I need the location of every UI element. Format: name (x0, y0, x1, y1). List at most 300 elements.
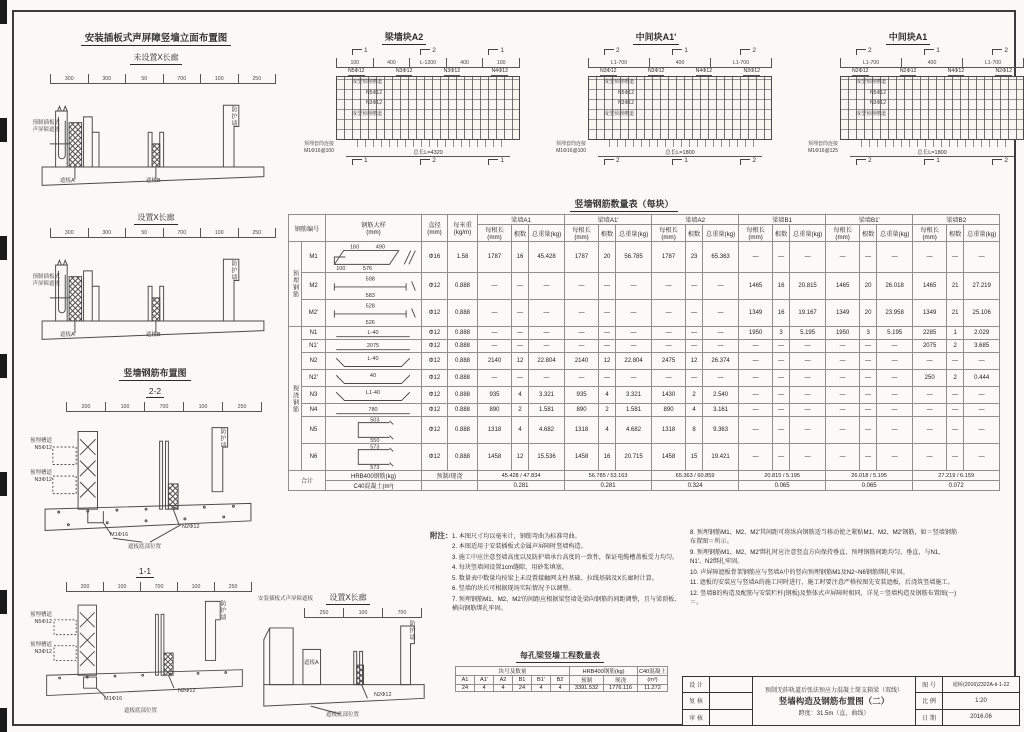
section-mark: 1 (672, 157, 688, 165)
rebar-layout-header (45, 366, 265, 381)
stack-label: 成型预埋槽道 (351, 110, 382, 117)
table-cell: — (877, 404, 913, 417)
table-cell: — (790, 340, 826, 353)
svg-text:L-40: L-40 (367, 329, 379, 336)
qty-table-title: 每孔梁竖墙工程数量表 (516, 650, 604, 663)
table-cell: — (616, 370, 652, 387)
table-cell: 2 (947, 370, 964, 387)
total-concrete-label: C40混凝土(m³) (326, 481, 422, 491)
table-cell: 1430 (652, 387, 686, 404)
table-cell: — (860, 387, 877, 404)
rebar-callout: N3Φ12 (647, 68, 665, 74)
table-cell: — (826, 387, 860, 404)
note-item: 1. 本图尺寸均以毫米计，钢筋弯曲为标准弯曲。 (452, 533, 581, 540)
table-cell: 20 (860, 273, 877, 300)
dim-segment: 200 (66, 402, 106, 412)
table-cell: 0.444 (964, 370, 1000, 387)
qty-col: A2 (494, 676, 513, 685)
table-cell: — (478, 300, 512, 327)
anchor-label: 预埋套筒连接 M1Φ16@100 (555, 141, 586, 154)
rebar-block-diagram (288, 30, 520, 168)
rebar-dia: Φ12 (422, 444, 448, 471)
table-cell: 2140 (478, 353, 512, 370)
anchor-label: 预埋套筒连接 M1Φ16@125 (807, 141, 838, 154)
diagram-dims (336, 58, 520, 68)
table-cell: — (947, 417, 964, 444)
table-cell: — (877, 242, 913, 273)
table-cell: 2 (599, 404, 616, 417)
table-cell: — (652, 273, 686, 300)
rebar-table-header (288, 197, 960, 212)
table-cell: — (826, 370, 860, 387)
table-cell: — (599, 370, 616, 387)
rebar-shape (326, 300, 422, 327)
table-cell: — (686, 273, 703, 300)
section-mark: 1 (488, 157, 504, 165)
table-cell: — (478, 340, 512, 353)
dim-segment: 200 (66, 582, 104, 592)
section-marks-bottom (336, 157, 520, 168)
elevation-section (30, 30, 282, 65)
table-cell: — (790, 387, 826, 404)
note-item: 3. 施工中应注意竖墙高度以及防护墙承台高度的一致性，保证电缆槽盖板受力均匀。 (452, 553, 679, 561)
table-cell: — (565, 273, 599, 300)
rebar-callout: N3Φ12 (395, 68, 413, 74)
rebar-callouts (840, 68, 1024, 76)
section-mark: 2 (992, 157, 1008, 165)
col-sub-header: 总重量(kg) (703, 225, 739, 242)
table-cell: 1.581 (529, 404, 565, 417)
table-cell: 4 (512, 417, 529, 444)
rebar-shape (326, 353, 422, 370)
table-cell: — (512, 327, 529, 340)
dim-segment: L1-700 (711, 58, 772, 68)
diagram-title: 梁墙块A2 (382, 30, 427, 45)
note-item: 11. 遮板的安装应与竖墙A的施工同时进行，施工时要注意严格按图先安装遮板，后浇筑竖墙施工。 (690, 579, 954, 587)
total-steel-value: 65.363 / 60.859 (652, 471, 739, 481)
table-cell: — (790, 444, 826, 471)
col-group-header: 梁墙B1' (826, 215, 913, 225)
note-item: 4. 每块竖墙间设置1cm缝隙，用砂浆填塞。 (452, 564, 568, 572)
table-cell: — (913, 417, 947, 444)
rebar-id: N1 (302, 327, 326, 340)
table-cell: — (790, 353, 826, 370)
rebar-callout: N2Φ12 (852, 68, 869, 74)
table-row (456, 685, 668, 692)
table-cell: — (947, 444, 964, 471)
table-cell: — (652, 327, 686, 340)
dim-segment: 100 (344, 608, 383, 618)
table-row (289, 242, 1000, 273)
table-cell: — (529, 273, 565, 300)
dim-segment: 300 (50, 74, 89, 84)
total-concrete-value: 0.065 (826, 481, 913, 491)
scale-value: 1:20 (943, 693, 1019, 709)
elevation-drawing-2 (30, 228, 282, 360)
designer-label: 设 计 (683, 677, 709, 693)
notes-title: 附注： (430, 531, 453, 540)
section-mark: 1 (352, 47, 368, 55)
section-marks-top (840, 47, 1024, 58)
table-cell: — (773, 242, 790, 273)
elev2-slab-b-label: 遮板B (146, 332, 161, 338)
qty-col: A1 (456, 676, 475, 685)
qty-col: (m³) (638, 676, 668, 685)
table-cell: 2140 (565, 353, 599, 370)
table-cell: — (790, 242, 826, 273)
table-cell: 16 (512, 242, 529, 273)
sx-title: 设置X长廊 (326, 592, 369, 605)
title-block (682, 676, 1020, 726)
table-cell: — (773, 387, 790, 404)
total-steel-value: 56.785 / 53.163 (565, 471, 652, 481)
table-cell: 1787 (565, 242, 599, 273)
main-title: 安装插板式声屏障竖墙立面布置图 (81, 30, 232, 46)
table-cell: — (964, 404, 1000, 417)
svg-text:40: 40 (369, 373, 377, 380)
col-sub-header: 根数 (860, 225, 877, 242)
table-cell: — (877, 417, 913, 444)
table-cell: — (947, 404, 964, 417)
table-cell: 4 (686, 404, 703, 417)
table-cell: 2 (686, 387, 703, 404)
table-cell: 4 (599, 417, 616, 444)
s11-m1-label: M1Φ16 (104, 696, 123, 702)
table-cell: — (773, 417, 790, 444)
note-item: 7. 预埋钢筋M1、M2、M2'的间距应根据梁竖墙处梁向钢筋的间距调整，且与梁顶板、横向钢筋绑扎牢固。 (452, 595, 681, 613)
qty-table (455, 666, 668, 692)
qty-group-concrete: C40混凝土 (638, 667, 668, 676)
total-concrete-value: 0.072 (913, 481, 1000, 491)
elev2-callout: 预制插板式 声屏障遮板 (32, 274, 60, 287)
table-cell: 26.018 (877, 273, 913, 300)
svg-text:583: 583 (365, 293, 375, 299)
table-cell: 3 (773, 327, 790, 340)
s11-dims (66, 582, 252, 592)
rebar-shape (326, 370, 422, 387)
table-cell: — (565, 340, 599, 353)
rebar-dia: Φ12 (422, 387, 448, 404)
checker-signature (710, 693, 752, 709)
qty-col: 预制 (570, 676, 604, 685)
rebar-dia: Φ12 (422, 353, 448, 370)
rebar-dowels (602, 140, 758, 147)
table-row (289, 273, 1000, 300)
table-cell: — (599, 273, 616, 300)
table-cell: 22.804 (529, 353, 565, 370)
table-cell: 20.715 (616, 444, 652, 471)
table-cell: — (512, 370, 529, 387)
elev2-wall-label: 防护墙 (230, 260, 236, 281)
col-sub-header: 每根长(mm) (478, 225, 512, 242)
rebar-callout: N4Φ12 (695, 68, 713, 74)
table-cell: 19.167 (790, 300, 826, 327)
anchor-label: 预埋套筒连接 M1Φ16@100 (303, 141, 334, 154)
rebar-id: N2 (302, 353, 326, 370)
table-cell: 2.029 (964, 327, 1000, 340)
rebar-dowels (854, 140, 1010, 147)
total-length: 总长L=1800 (598, 148, 762, 157)
rebar-dia: Φ16 (422, 242, 448, 273)
table-row (289, 300, 1000, 327)
table-cell: 16 (773, 273, 790, 300)
checker-label: 复 核 (683, 693, 709, 709)
table-cell: — (860, 404, 877, 417)
col-sub-header: 总重量(kg) (616, 225, 652, 242)
s11-wall-label: 防护墙 (219, 600, 225, 621)
scale-label: 比 例 (916, 693, 942, 709)
col-header-unit-weight: 每米重 (kg/m) (448, 215, 478, 242)
dim-segment: 100 (184, 402, 223, 412)
rebar-callout: N2Φ12 (995, 68, 1012, 74)
qty-value: 24 (513, 685, 532, 692)
reviewer-signature (710, 710, 752, 725)
table-cell: — (512, 273, 529, 300)
table-cell: — (686, 300, 703, 327)
left-label-stack (588, 77, 634, 119)
table-cell: — (913, 353, 947, 370)
table-cell: 20.815 (790, 273, 826, 300)
rebar-dia: Φ12 (422, 340, 448, 353)
rebar-id: N3 (302, 387, 326, 404)
table-cell: — (686, 327, 703, 340)
table-cell: 8 (686, 417, 703, 444)
table-cell: 1318 (565, 417, 599, 444)
table-cell: 25.106 (964, 300, 1000, 327)
rebar-shape (326, 417, 422, 444)
table-cell: 5.195 (790, 327, 826, 340)
section-mark: 2 (420, 157, 436, 165)
table-cell: 27.219 (964, 273, 1000, 300)
table-cell: — (790, 417, 826, 444)
rebar-id: N1' (302, 340, 326, 353)
qty-value: 4 (494, 685, 513, 692)
s11-header (45, 566, 245, 578)
dim-segment: L-1200 (410, 58, 447, 68)
table-cell: — (739, 444, 773, 471)
total-length: 总长L=1800 (850, 148, 1014, 157)
dim-segment: L1-700 (840, 58, 902, 68)
table-cell: — (860, 353, 877, 370)
dim-segment: 50 (126, 228, 164, 238)
dim-segment: 50 (126, 74, 164, 84)
table-cell: 1 (947, 327, 964, 340)
rebar-layout-title: 竖墙钢筋布置图 (119, 366, 190, 381)
dim-segment: 100 (104, 582, 141, 592)
table-cell: — (739, 340, 773, 353)
table-row (289, 340, 1000, 353)
table-cell: 4.682 (529, 417, 565, 444)
table-cell: 2 (512, 404, 529, 417)
s22-left2: 预埋槽道 N3Φ12 (29, 470, 52, 483)
dim-segment: L1-700 (588, 58, 650, 68)
table-cell: 4 (512, 387, 529, 404)
notes-right (690, 528, 958, 609)
qty-col: B1 (513, 676, 532, 685)
s22-left1: 预埋槽道 N5Φ12 (29, 438, 52, 451)
blank-cell (422, 481, 478, 491)
qty-value: 4 (475, 685, 494, 692)
col-group-header: 梁墙B2 (913, 215, 1000, 225)
qty-col: B1' (532, 676, 551, 685)
s22-m1-label: M1Φ16 (110, 532, 129, 538)
dim-segment: 100 (201, 228, 239, 238)
svg-text:2075: 2075 (366, 342, 380, 349)
table-row (289, 444, 1000, 471)
table-cell: 1950 (739, 327, 773, 340)
qty-col: A1' (475, 676, 494, 685)
precast-cast-label: 预制/现浇 (422, 471, 478, 481)
table-cell: — (652, 340, 686, 353)
qty-value: 4 (532, 685, 551, 692)
note-item: 5. 数量表中数量均按梁上未设置接触网支柱基础、拉线基础及X长廊时计算。 (452, 574, 658, 582)
svg-text:528: 528 (365, 303, 375, 310)
dim-segment: 300 (89, 228, 127, 238)
table-cell: — (529, 340, 565, 353)
table-cell: — (478, 273, 512, 300)
section-mark: 2 (740, 157, 756, 165)
table-cell: — (773, 370, 790, 387)
dim-segment: 300 (89, 74, 127, 84)
table-cell: — (964, 353, 1000, 370)
rebar-callout: N4Φ12 (947, 68, 965, 74)
rebar-shape (326, 340, 422, 353)
elev2-dims (50, 228, 276, 238)
rebar-unit-weight: 1.58 (448, 242, 478, 273)
table-row (289, 417, 1000, 444)
rebar-callout: N2Φ12 (899, 68, 917, 74)
col-group-header: 梁墙A2 (652, 215, 739, 225)
col-header-dia: 直径 (mm) (422, 215, 448, 242)
table-cell: — (686, 340, 703, 353)
table-cell: — (773, 444, 790, 471)
dim-segment: 700 (164, 228, 202, 238)
s11-n2-label: N2Φ12 (178, 688, 196, 694)
stack-label: 成型预埋槽道 (603, 110, 634, 117)
table-cell: — (616, 340, 652, 353)
section-marks-top (588, 47, 772, 58)
table-cell: — (703, 370, 739, 387)
date-value: 2016.06 (970, 714, 992, 721)
table-cell: 1349 (826, 300, 860, 327)
table-cell: 890 (565, 404, 599, 417)
table-cell: — (877, 340, 913, 353)
table-cell: 935 (478, 387, 512, 404)
rebar-callout: N4Φ12 (491, 68, 508, 74)
table-cell: — (599, 327, 616, 340)
sx-svg (256, 620, 432, 718)
rebar-unit-weight: 0.888 (448, 273, 478, 300)
rebar-callouts (336, 68, 520, 76)
table-cell: — (947, 387, 964, 404)
rebar-id: M1 (302, 242, 326, 273)
table-cell: 1787 (652, 242, 686, 273)
section-mark: 2 (740, 47, 756, 55)
rebar-unit-weight: 0.888 (448, 404, 478, 417)
table-cell: 1465 (826, 273, 860, 300)
col-group-header: 梁墙B1 (739, 215, 826, 225)
rebar-shape (326, 444, 422, 471)
table-cell: 20 (599, 242, 616, 273)
drawing-title: 竖墙构造及钢筋布置图（二） (778, 696, 890, 706)
table-cell: — (826, 444, 860, 471)
section-marks-bottom (840, 157, 1024, 168)
svg-text:526: 526 (365, 320, 375, 326)
rebar-id: N4 (302, 404, 326, 417)
drawing-no-value: 通桥(2016)2322A-Ⅱ-1-22 (943, 677, 1019, 693)
rebar-id: N5 (302, 417, 326, 444)
s22-wall-label: 防护墙 (219, 428, 225, 449)
table-row (456, 676, 668, 685)
table-cell: — (703, 327, 739, 340)
rebar-block-diagram (792, 30, 1024, 168)
rebar-unit-weight: 0.888 (448, 444, 478, 471)
svg-text:573: 573 (370, 444, 380, 451)
table-cell: 1318 (652, 417, 686, 444)
table-cell: — (616, 300, 652, 327)
qty-value: 11.272 (638, 685, 668, 692)
s22-svg (32, 414, 264, 548)
table-cell: — (860, 370, 877, 387)
elev1-dims (50, 74, 276, 84)
table-cell: 16 (773, 300, 790, 327)
qty-group-blocks: 块号及数量 (456, 667, 570, 676)
table-cell: 21 (947, 273, 964, 300)
diagram-dims (588, 58, 772, 68)
dim-segment: 100 (483, 58, 520, 68)
rebar-shape (326, 404, 422, 417)
s22-n2-label: N2Φ12 (182, 524, 200, 530)
dim-segment: 250 (239, 228, 277, 238)
stack-label: N5Φ12 (870, 89, 886, 96)
dim-segment: L1-700 (963, 58, 1024, 68)
table-cell: 3.685 (964, 340, 1000, 353)
table-cell: — (947, 353, 964, 370)
table-cell: 935 (565, 387, 599, 404)
rebar-callout: N5Φ12 (348, 68, 365, 74)
dim-segment: 400 (447, 58, 484, 68)
qty-value: 3391.532 (570, 685, 604, 692)
rebar-id: M2' (302, 300, 326, 327)
table-cell: 1458 (478, 444, 512, 471)
table-cell: 16 (599, 444, 616, 471)
sx-bottom-label: 遮板底部位置 (326, 712, 360, 718)
table-cell: 20 (860, 300, 877, 327)
qty-group-steel: HRB400钢筋(kg) (570, 667, 638, 676)
table-cell: 1349 (739, 300, 773, 327)
col-sub-header: 总重量(kg) (790, 225, 826, 242)
table-cell: — (964, 444, 1000, 471)
elev1-title: 未设置X长廊 (130, 52, 181, 65)
total-concrete-value: 0.281 (478, 481, 565, 491)
table-cell: — (599, 300, 616, 327)
section-marks-bottom (588, 157, 772, 168)
table-cell: 2285 (913, 327, 947, 340)
s11-title: 1-1 (136, 566, 154, 578)
col-sub-header: 总重量(kg) (877, 225, 913, 242)
table-row (289, 370, 1000, 387)
dim-segment: 250 (215, 582, 252, 592)
table-cell: — (877, 353, 913, 370)
total-length: 总长L=4320 (346, 148, 510, 157)
table-cell: — (947, 242, 964, 273)
span-note: 跨度：31.5m（直、曲线） (798, 711, 870, 717)
table-cell: — (860, 242, 877, 273)
section-mark: 1 (924, 157, 940, 165)
section-mark: 2 (604, 157, 620, 165)
section-mark: 2 (856, 47, 872, 55)
table-cell: 890 (652, 404, 686, 417)
